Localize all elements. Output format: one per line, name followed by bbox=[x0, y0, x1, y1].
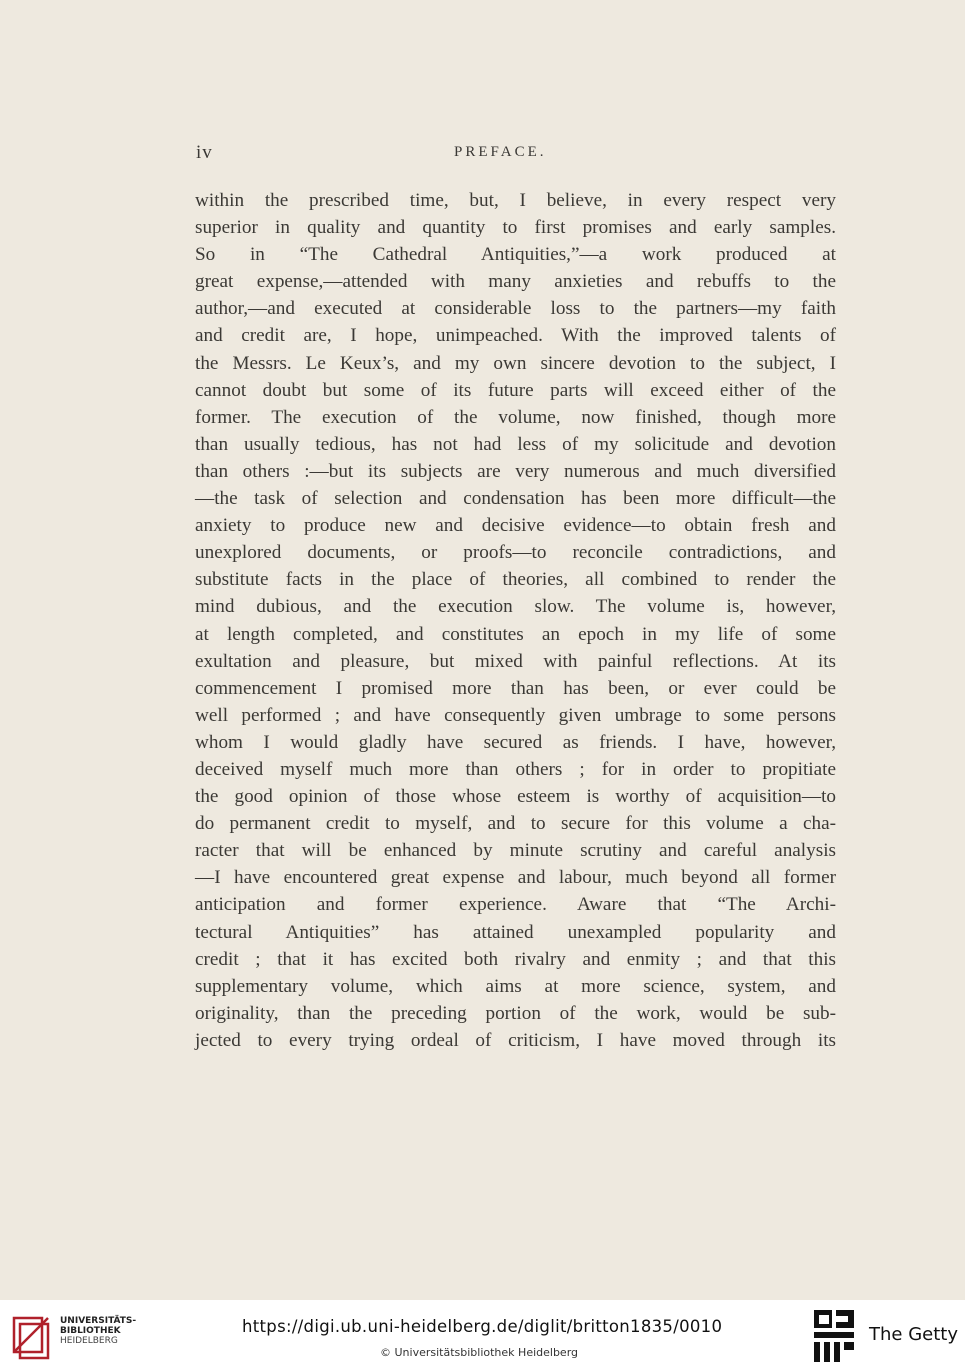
page-number: iv bbox=[196, 142, 213, 163]
text-line: So in “The Cathedral Antiquities,”—a work produced at bbox=[195, 244, 836, 266]
text-line: great expense,—attended with many anxieties and rebuffs to the bbox=[195, 271, 836, 293]
text-line: unexplored documents, or proofs—to reconcile contradictions, and bbox=[195, 542, 836, 564]
text-line: deceived myself much more than others ; for in order to propitiate bbox=[195, 758, 836, 780]
text-line: at length completed, and constitutes an epoch in my life of some bbox=[195, 623, 836, 645]
library-name-line-2: BIBLIOTHEK bbox=[60, 1326, 121, 1336]
text-line: mind dubious, and the execution slow. The volume is, however, bbox=[195, 596, 836, 618]
text-line: former. The execution of the volume, now finished, though more bbox=[195, 406, 836, 428]
page-header bbox=[196, 142, 836, 170]
footer-bar bbox=[0, 1300, 965, 1371]
copyright-notice: © Universitätsbibliothek Heidelberg bbox=[380, 1346, 579, 1359]
text-line: well performed ; and have consequently given umbrage to some persons bbox=[195, 704, 836, 726]
permalink-url[interactable]: https://digi.ub.uni-heidelberg.de/diglit/britton1835/0010 bbox=[242, 1317, 723, 1336]
library-name-line-3: HEIDELBERG bbox=[60, 1336, 118, 1346]
text-line: racter that will be enhanced by minute scrutiny and careful analysis bbox=[195, 840, 836, 862]
text-line: anticipation and former experience. Aware that “The Archi- bbox=[195, 894, 836, 916]
text-line: —I have encountered great expense and labour, much beyond all former bbox=[195, 867, 836, 889]
text-line: substitute facts in the place of theories, all combined to render the bbox=[195, 569, 836, 591]
text-line: originality, than the preceding portion of the work, would be sub- bbox=[195, 1002, 836, 1024]
text-line: author,—and executed at considerable loss to the partners—my faith bbox=[195, 298, 836, 320]
text-line: —the task of selection and condensation has been more difficult—the bbox=[195, 488, 836, 510]
preface-text bbox=[195, 187, 836, 1054]
text-line: jected to every trying ordeal of criticism, I have moved through its bbox=[195, 1029, 836, 1051]
text-line: cannot doubt but some of its future parts will exceed either of the bbox=[195, 379, 836, 401]
text-line: anxiety to produce new and decisive evidence—to obtain fresh and bbox=[195, 515, 836, 537]
text-line: exultation and pleasure, but mixed with painful reflections. At its bbox=[195, 650, 836, 672]
partner-name: The Getty bbox=[869, 1324, 958, 1345]
running-head: PREFACE. bbox=[454, 144, 547, 160]
library-name-line-1: UNIVERSITÄTS- bbox=[60, 1316, 137, 1326]
text-line: do permanent credit to myself, and to secure for this volume a cha- bbox=[195, 813, 836, 835]
text-line: than usually tedious, has not had less of my solicitude and devotion bbox=[195, 433, 836, 455]
library-name bbox=[60, 1316, 136, 1346]
getty-logo-icon[interactable] bbox=[812, 1308, 858, 1366]
text-line: superior in quality and quantity to first promises and early samples. bbox=[195, 217, 836, 239]
text-line: commencement I promised more than has been, or ever could be bbox=[195, 677, 836, 699]
text-line: within the prescribed time, but, I believe, in every respect very bbox=[195, 190, 836, 211]
text-line: than others :—but its subjects are very numerous and much diversified bbox=[195, 460, 836, 482]
ub-heidelberg-logo-icon[interactable] bbox=[10, 1312, 56, 1360]
text-line: the good opinion of those whose esteem is worthy of acquisition—to bbox=[195, 786, 836, 808]
text-line: credit ; that it has excited both rivalry and enmity ; and that this bbox=[195, 948, 836, 970]
text-line: and credit are, I hope, unimpeached. With the improved talents of bbox=[195, 325, 836, 347]
text-line: tectural Antiquities” has attained unexampled popularity and bbox=[195, 921, 836, 943]
text-line: the Messrs. Le Keux’s, and my own sincere devotion to the subject, I bbox=[195, 352, 836, 374]
text-line: supplementary volume, which aims at more science, system, and bbox=[195, 975, 836, 997]
text-line: whom I would gladly have secured as friends. I have, however, bbox=[195, 731, 836, 753]
